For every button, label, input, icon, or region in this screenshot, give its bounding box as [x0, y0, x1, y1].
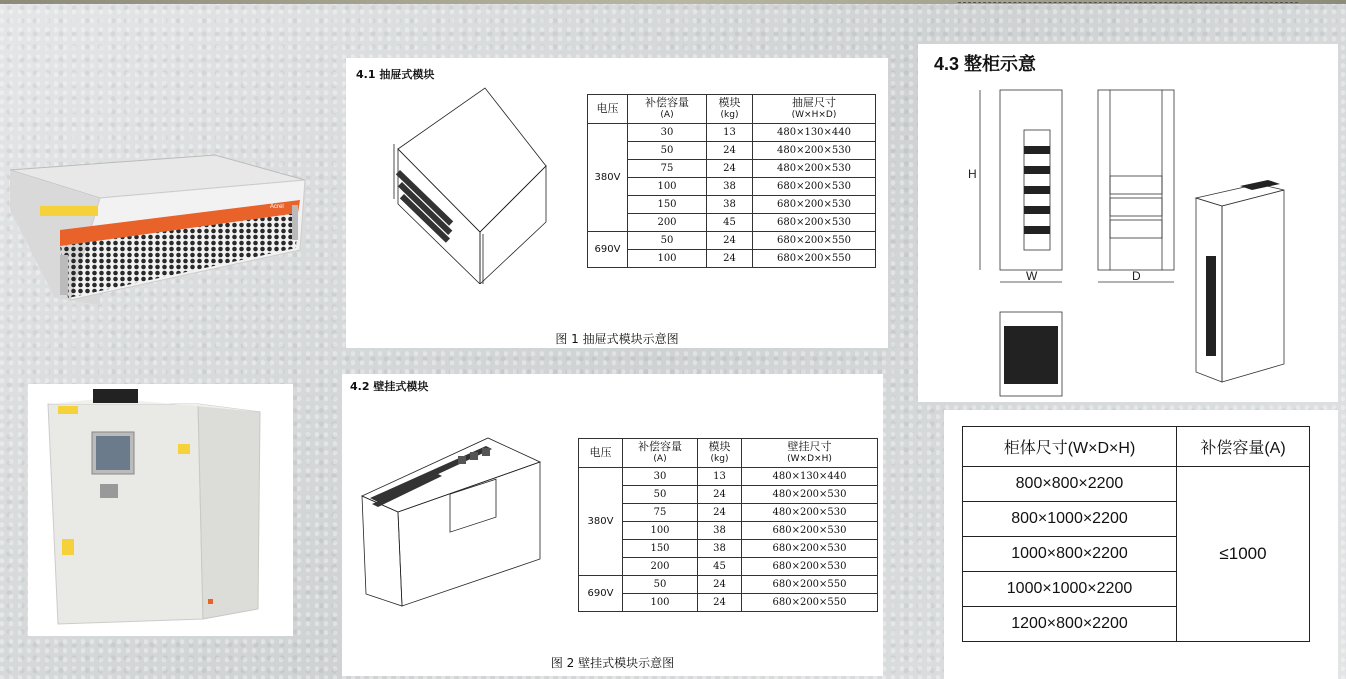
size-cell: 480×200×530 — [742, 504, 878, 522]
header-module: 模块 (kg) — [698, 439, 742, 468]
weight-cell: 24 — [707, 142, 753, 160]
weight-cell: 24 — [707, 160, 753, 178]
header-capacity: 补偿容量 (A) — [628, 95, 707, 124]
section-41-title: 4.1 抽屉式模块 — [356, 68, 435, 81]
header-size: 壁挂尺寸 (W×D×H) — [742, 439, 878, 468]
capacity-cell: 50 — [623, 576, 698, 594]
dim-w-label: W — [1026, 269, 1038, 283]
header-size: 抽屉尺寸 (W×H×D) — [753, 95, 876, 124]
size-cell: 1000×800×2200 — [963, 537, 1177, 572]
capacity-cell: 200 — [628, 214, 707, 232]
capacity-cell: 50 — [628, 232, 707, 250]
size-cell: 680×200×550 — [742, 594, 878, 612]
voltage-cell: 690V — [588, 232, 628, 268]
capacity-cell: 150 — [628, 196, 707, 214]
drawer-spec-table — [587, 94, 876, 268]
header-capacity: 补偿容量(A) — [1177, 427, 1310, 467]
header-voltage: 电压 — [579, 439, 623, 468]
capacity-cell: 30 — [628, 124, 707, 142]
wall-module-panel — [342, 374, 883, 676]
table-row — [588, 178, 876, 196]
capacity-cell: 100 — [623, 522, 698, 540]
size-cell: 680×200×550 — [742, 576, 878, 594]
capacity-cell: 75 — [628, 160, 707, 178]
cabinet-overview-panel — [918, 44, 1338, 402]
size-cell: 480×200×530 — [753, 160, 876, 178]
capacity-cell: 30 — [623, 468, 698, 486]
drawer-module-drawing — [388, 84, 553, 284]
weight-cell: 38 — [707, 196, 753, 214]
table-row — [588, 196, 876, 214]
weight-cell: 45 — [698, 558, 742, 576]
table-row — [579, 576, 878, 594]
size-cell: 680×200×530 — [742, 540, 878, 558]
size-cell: 680×200×530 — [753, 196, 876, 214]
weight-cell: 24 — [707, 232, 753, 250]
weight-cell: 38 — [698, 522, 742, 540]
capacity-cell: ≤1000 — [1177, 467, 1310, 642]
size-cell: 680×200×550 — [753, 232, 876, 250]
table-row — [579, 504, 878, 522]
size-cell: 480×130×440 — [742, 468, 878, 486]
dim-h-label: H — [968, 167, 977, 181]
table-row — [579, 468, 878, 486]
size-cell: 480×130×440 — [753, 124, 876, 142]
drawer-brand-text: Acrel — [270, 204, 284, 210]
capacity-cell: 50 — [623, 486, 698, 504]
table-row — [588, 142, 876, 160]
header-capacity: 补偿容量 (A) — [623, 439, 698, 468]
weight-cell: 24 — [698, 504, 742, 522]
table-row — [579, 558, 878, 576]
table-row — [588, 124, 876, 142]
capacity-cell: 150 — [623, 540, 698, 558]
size-cell: 680×200×550 — [753, 250, 876, 268]
cabinet-drawings — [966, 86, 1326, 402]
section-43-title: 4.3 整柜示意 — [934, 54, 1037, 74]
capacity-cell: 100 — [623, 594, 698, 612]
size-cell: 800×1000×2200 — [963, 502, 1177, 537]
size-cell: 680×200×530 — [753, 214, 876, 232]
figure-2-caption: 图 2 壁挂式模块示意图 — [550, 656, 675, 670]
table-row — [579, 540, 878, 558]
weight-cell: 24 — [698, 486, 742, 504]
voltage-cell: 380V — [588, 124, 628, 232]
voltage-cell: 690V — [579, 576, 623, 612]
size-cell: 480×200×530 — [753, 142, 876, 160]
capacity-cell: 100 — [628, 250, 707, 268]
table-row — [588, 160, 876, 178]
voltage-cell: 380V — [579, 468, 623, 576]
wall-spec-table — [578, 438, 878, 612]
drawer-module-photo — [0, 150, 315, 320]
cabinet-size-panel — [944, 410, 1338, 679]
size-cell: 1000×1000×2200 — [963, 572, 1177, 607]
weight-cell: 38 — [707, 178, 753, 196]
cabinet-size-table — [962, 426, 1310, 642]
figure-1-caption: 图 1 抽屉式模块示意图 — [555, 332, 679, 346]
dim-d-label: D — [1132, 269, 1141, 283]
capacity-cell: 100 — [628, 178, 707, 196]
weight-cell: 24 — [707, 250, 753, 268]
drawer-module-panel — [346, 58, 888, 348]
capacity-cell: 200 — [623, 558, 698, 576]
size-cell: 680×200×530 — [742, 558, 878, 576]
table-row — [588, 250, 876, 268]
table-row — [579, 486, 878, 504]
wall-module-photo-frame — [28, 384, 293, 636]
size-cell: 480×200×530 — [742, 486, 878, 504]
size-cell: 680×200×530 — [742, 522, 878, 540]
section-42-title: 4.2 壁挂式模块 — [350, 380, 429, 393]
weight-cell: 24 — [698, 576, 742, 594]
table-row — [588, 214, 876, 232]
size-cell: 680×200×530 — [753, 178, 876, 196]
weight-cell: 13 — [707, 124, 753, 142]
weight-cell: 45 — [707, 214, 753, 232]
weight-cell: 13 — [698, 468, 742, 486]
header-module: 模块 (kg) — [707, 95, 753, 124]
table-row — [963, 467, 1310, 502]
weight-cell: 38 — [698, 540, 742, 558]
top-dashed-line — [958, 2, 1298, 3]
wall-module-photo — [28, 384, 293, 636]
size-cell: 1200×800×2200 — [963, 607, 1177, 642]
wall-module-drawing — [358, 434, 558, 609]
capacity-cell: 50 — [628, 142, 707, 160]
table-row — [588, 232, 876, 250]
header-cabinet-size: 柜体尺寸(W×D×H) — [963, 427, 1177, 467]
table-row — [579, 522, 878, 540]
table-row — [579, 594, 878, 612]
size-cell: 800×800×2200 — [963, 467, 1177, 502]
header-voltage: 电压 — [588, 95, 628, 124]
weight-cell: 24 — [698, 594, 742, 612]
capacity-cell: 75 — [623, 504, 698, 522]
